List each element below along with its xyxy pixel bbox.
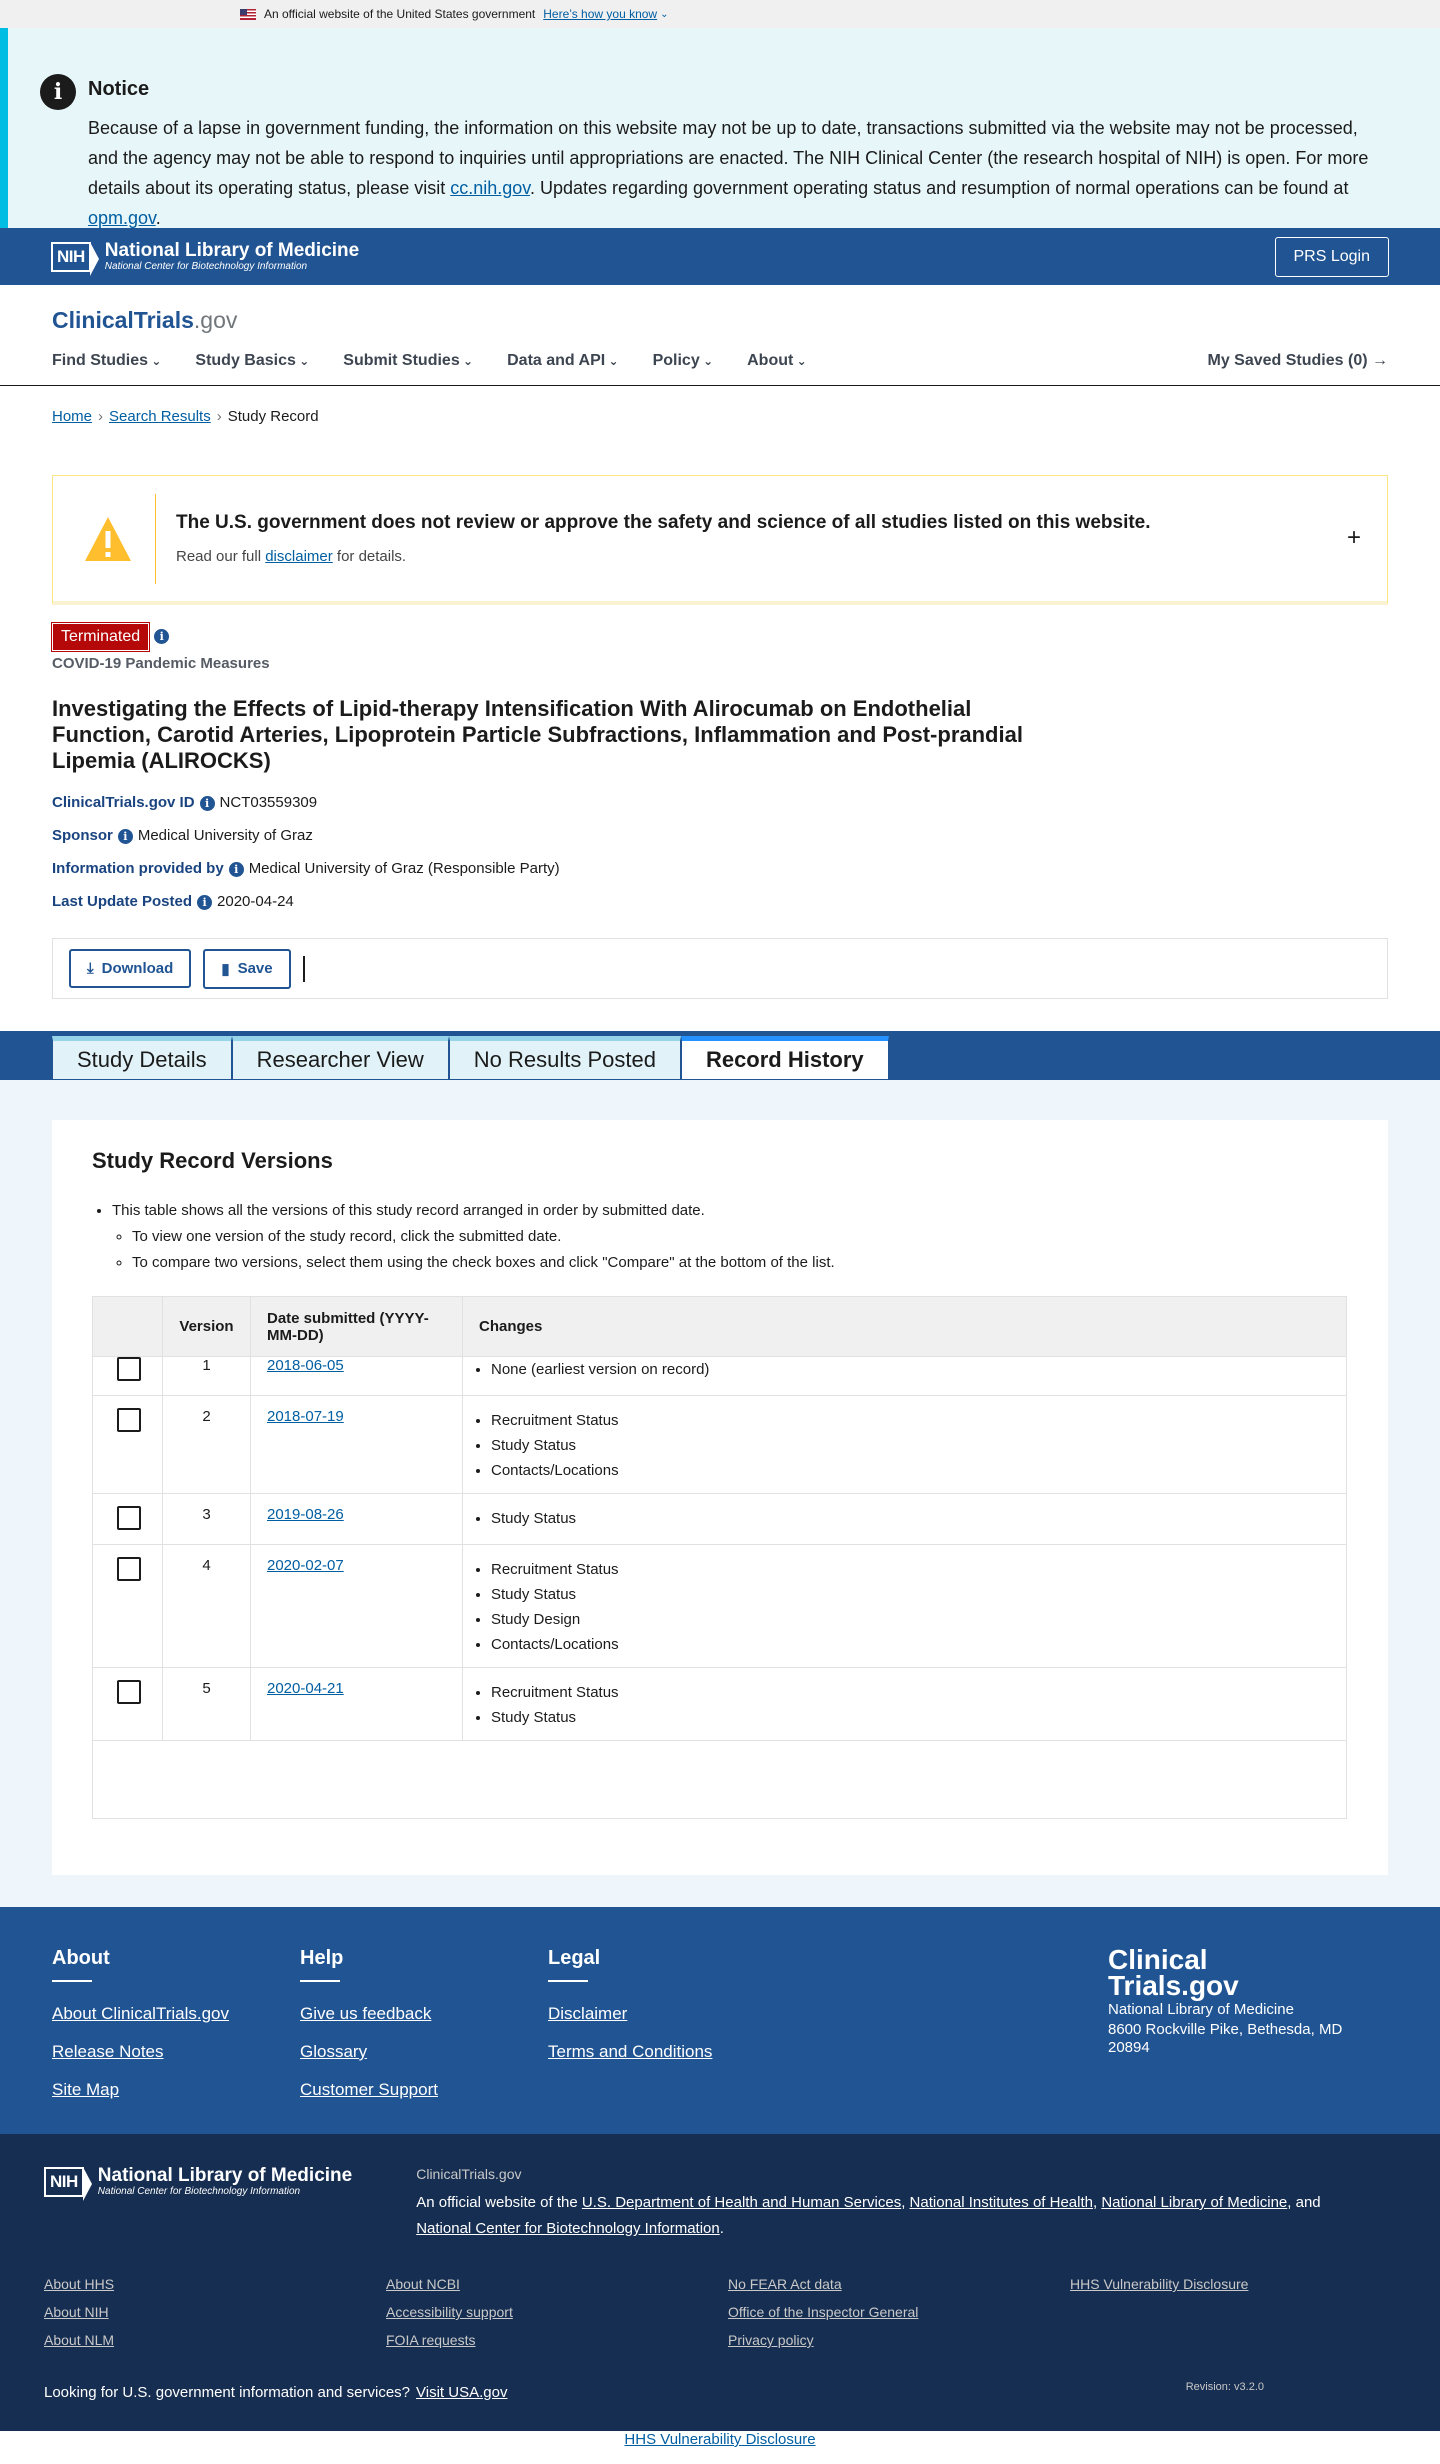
id-label: ClinicalTrials.gov ID xyxy=(52,794,195,811)
footer-link[interactable]: About NIH xyxy=(44,2304,109,2320)
versions-instructions: • This table shows all the versions of this study record arranged in order by submitted date. ◦ To view one version of the study record, click the submitted date. ◦ To compare two versions, select them using the check boxes and click "Compare" at the bottom of the list. xyxy=(112,1198,1348,1276)
versions-title: Study Record Versions xyxy=(92,1148,333,1173)
info-icon[interactable]: i xyxy=(229,862,244,877)
notice-body: Because of a lapse in government funding, the information on this website may not be up to date, transactions submitted via the website may not be processed, and the agency may not be able to respond to inquiries until appropriations are enacted. The NIH Clinical Center (the research hospital of NIH) is open. For more details about its operating status, please visit cc.nih.gov. Updates regarding government operating status and resumption of normal operations can be found at opm.gov. xyxy=(88,118,1369,228)
version-date-link[interactable]: 2020-04-21 xyxy=(267,1680,344,1697)
changes-list: • Recruitment Status • Study Status • Study Design • Contacts/Locations xyxy=(491,1557,1330,1657)
info-icon[interactable]: i xyxy=(200,796,215,811)
hhs-vulnerability-link[interactable]: HHS Vulnerability Disclosure xyxy=(624,2431,816,2448)
info-provided-label: Information provided by xyxy=(52,860,224,877)
footer-link[interactable]: About HHS xyxy=(44,2276,115,2292)
disclaimer-link[interactable]: disclaimer xyxy=(265,548,333,565)
site-header xyxy=(0,285,1440,386)
version-date-link[interactable]: 2019-08-26 xyxy=(267,1506,344,1523)
study-meta xyxy=(52,794,1388,910)
footer-link[interactable]: Disclaimer xyxy=(548,2004,628,2023)
last-update-value: 2020-04-24 xyxy=(217,893,294,910)
nav-study-basics[interactable]: Study Basics ⌄ xyxy=(195,352,309,370)
us-flag-icon xyxy=(240,9,256,20)
nih-link[interactable]: National Institutes of Health xyxy=(909,2194,1093,2211)
breadcrumb-home[interactable]: Home xyxy=(52,408,93,425)
opm-link[interactable]: opm.gov xyxy=(88,208,156,228)
bookmark-icon: ▮ xyxy=(221,960,230,978)
version-date-link[interactable]: 2018-07-19 xyxy=(267,1408,344,1425)
version-number: 4 xyxy=(163,1545,251,1668)
official-website-text: An official website of the U.S. Department of Health and Human Services, National Institutes of Health, National Library of Medicine, and National Center for Biotechnology Information. xyxy=(416,2194,1321,2237)
sponsor-label: Sponsor xyxy=(52,827,113,844)
col-date: Date submitted (YYYY-MM-DD) xyxy=(251,1297,463,1357)
download-icon: ⤓ xyxy=(87,960,94,977)
nih-logo-mark: NIH xyxy=(51,242,91,272)
prs-login-button[interactable]: PRS Login xyxy=(1275,237,1390,277)
funding-notice xyxy=(0,28,1440,228)
cc-nih-link[interactable]: cc.nih.gov xyxy=(450,178,530,198)
breadcrumb-separator-icon: › xyxy=(98,408,104,425)
gov-banner-text: An official website of the United States government xyxy=(264,7,536,21)
footer-link[interactable]: Site Map xyxy=(52,2080,120,2099)
breadcrumb-separator-icon: › xyxy=(216,408,222,425)
breadcrumb-search-results[interactable]: Search Results xyxy=(109,408,211,425)
tab-no-results-posted[interactable]: No Results Posted xyxy=(449,1036,681,1080)
tab-study-details[interactable]: Study Details xyxy=(52,1036,232,1080)
footer-address: Clinical Trials.gov National Library of Medicine 8600 Rockville Pike, Bethesda, MD 20894 xyxy=(1108,1947,1388,2112)
footer-link[interactable]: About NLM xyxy=(44,2332,115,2348)
last-update-label: Last Update Posted xyxy=(52,893,193,910)
warning-icon xyxy=(83,514,133,564)
nlm-subtitle: National Center for Biotechnology Information xyxy=(104,261,308,272)
changes-list: • None (earliest version on record) xyxy=(491,1357,1330,1382)
disclaimer-alert xyxy=(52,475,1388,605)
nlm-logo[interactable] xyxy=(51,241,359,272)
footer-help: Help Give us feedback Glossary Customer Support xyxy=(300,1947,548,2112)
record-history-section xyxy=(0,1080,1440,1907)
changes-list: • Study Status xyxy=(491,1506,1330,1531)
footer-link[interactable]: About NCBI xyxy=(386,2276,460,2292)
footer-link[interactable]: Release Notes xyxy=(52,2042,164,2061)
main-nav xyxy=(52,352,1388,370)
nlm-header xyxy=(0,228,1440,285)
footer-link[interactable]: Give us feedback xyxy=(300,2004,432,2023)
revision-label: Revision: v3.2.0 xyxy=(1185,2381,1264,2393)
hhs-link[interactable]: U.S. Department of Health and Human Services xyxy=(581,2194,902,2211)
changes-list: • Recruitment Status • Study Status xyxy=(491,1680,1330,1730)
col-changes: Changes xyxy=(463,1297,1347,1357)
nlm-title: National Library of Medicine xyxy=(104,240,360,261)
versions-table xyxy=(92,1296,1347,1819)
footer-link[interactable]: FOIA requests xyxy=(386,2332,476,2348)
compare-checkbox[interactable] xyxy=(117,1557,141,1581)
compare-checkbox[interactable] xyxy=(117,1506,141,1530)
footer-link[interactable]: Glossary xyxy=(300,2042,368,2061)
footer-about: About About ClinicalTrials.gov Release Notes Site Map xyxy=(52,1947,300,2112)
versions-card xyxy=(52,1120,1388,1875)
breadcrumb xyxy=(0,386,1440,447)
nav-about[interactable]: About ⌄ xyxy=(747,352,807,370)
info-icon[interactable]: i xyxy=(154,629,169,644)
clinicaltrials-logo[interactable]: ClinicalTrials.gov xyxy=(52,307,238,333)
table-row xyxy=(93,1545,1347,1668)
nav-find-studies[interactable]: Find Studies ⌄ xyxy=(52,352,161,370)
footer-link[interactable]: HHS Vulnerability Disclosure xyxy=(1070,2276,1249,2292)
compare-checkbox[interactable] xyxy=(117,1408,141,1432)
status-badge: Terminated xyxy=(52,623,149,651)
footer-link[interactable]: No FEAR Act data xyxy=(728,2276,842,2292)
nlm-footer-logo[interactable]: NIH National Library of Medicine National Center for Biotechnology Information xyxy=(44,2166,352,2197)
study-header xyxy=(0,605,1440,910)
table-row xyxy=(93,1494,1347,1545)
compare-checkbox[interactable] xyxy=(117,1680,141,1704)
col-version: Version xyxy=(163,1297,251,1357)
table-row xyxy=(93,1357,1347,1396)
footer-link[interactable]: Privacy policy xyxy=(728,2332,814,2348)
table-row xyxy=(93,1396,1347,1494)
action-bar xyxy=(52,938,1388,999)
disclaimer-text: Read our full disclaimer for details. xyxy=(176,548,407,565)
version-number: 3 xyxy=(163,1494,251,1545)
notice-title: Notice xyxy=(88,78,150,100)
nav-policy[interactable]: Policy ⌄ xyxy=(653,352,714,370)
footer-link[interactable]: Accessibility support xyxy=(386,2304,513,2320)
footer-link[interactable]: Terms and Conditions xyxy=(548,2042,713,2061)
info-icon: i xyxy=(40,74,76,110)
compare-checkbox[interactable] xyxy=(117,1357,141,1381)
tab-researcher-view[interactable]: Researcher View xyxy=(232,1036,449,1080)
version-date-link[interactable]: 2020-02-07 xyxy=(267,1557,344,1574)
version-number: 2 xyxy=(163,1396,251,1494)
footer-logo[interactable]: Clinical Trials.gov xyxy=(1108,1944,1239,2001)
table-row xyxy=(93,1668,1347,1741)
footer-link[interactable]: About ClinicalTrials.gov xyxy=(52,2004,229,2023)
footer-main xyxy=(0,1907,1440,2134)
version-number: 5 xyxy=(163,1668,251,1741)
nav-data-and-api[interactable]: Data and API ⌄ xyxy=(507,352,618,370)
tabs-bar xyxy=(0,1031,1440,1080)
footer-link[interactable]: Office of the Inspector General xyxy=(728,2304,919,2320)
study-title: Investigating the Effects of Lipid-therapy Intensification With Alirocumab on Endothelial Function, Carotid Arteries, Lipoprotein Particle Subfractions, Inflammation and Post-prandial Lipemia (ALIROCKS) xyxy=(52,696,1023,773)
covid-label: COVID-19 Pandemic Measures xyxy=(52,655,270,672)
tab-record-history[interactable]: Record History xyxy=(681,1036,889,1080)
expand-plus-icon[interactable]: + xyxy=(1346,524,1361,551)
gov-banner xyxy=(0,0,1440,28)
sponsor-value: Medical University of Graz xyxy=(137,827,313,844)
save-button[interactable]: ▮ Save xyxy=(203,949,290,989)
info-icon[interactable]: i xyxy=(118,829,133,844)
version-number: 1 xyxy=(163,1357,251,1396)
changes-list: • Recruitment Status • Study Status • Contacts/Locations xyxy=(491,1408,1330,1483)
footer-links-grid xyxy=(44,2276,1396,2348)
usa-gov-text: Looking for U.S. government information and services? Visit USA.gov xyxy=(44,2384,508,2401)
breadcrumb-current: Study Record xyxy=(227,408,319,425)
heres-how-you-know-link[interactable]: Here’s how you know xyxy=(543,7,658,21)
chevron-down-icon: ⌄ xyxy=(660,8,669,20)
study-id: NCT03559309 xyxy=(219,794,318,811)
footer-link[interactable]: Customer Support xyxy=(300,2080,438,2099)
info-provided-value: Medical University of Graz (Responsible Party) xyxy=(248,860,560,877)
nlm-link[interactable]: National Library of Medicine xyxy=(1101,2194,1288,2211)
my-saved-studies-link[interactable]: My Saved Studies (0) → xyxy=(1207,352,1388,369)
usa-gov-link[interactable]: Visit USA.gov xyxy=(416,2384,508,2401)
download-button[interactable]: ⤓ Download xyxy=(69,949,191,988)
info-icon[interactable]: i xyxy=(197,895,212,910)
ncbi-link[interactable]: National Center for Biotechnology Information xyxy=(416,2220,720,2237)
footer-nlm: NIH National Library of Medicine National Center for Biotechnology Information ClinicalTrials.gov An official website of the U.S. Department of Health and Human Services, National Institutes of Health, National Library of Medicine, and National Center for Biotechnology Information. About HHS About NCBI No FEAR Act data HHS Vulnerability Disclosure About NIH Accessibility support Office of the Inspector General About NLM FOIA requests Privacy policy Looking for U.S. government information and services? Visit USA.gov Revision: v3.2.0 xyxy=(0,2134,1440,2431)
footer-legal: Legal Disclaimer Terms and Conditions xyxy=(548,1947,796,2112)
version-date-link[interactable]: 2018-06-05 xyxy=(267,1357,344,1374)
nav-submit-studies[interactable]: Submit Studies ⌄ xyxy=(343,352,473,370)
disclaimer-title: The U.S. government does not review or approve the safety and science of all studies listed on this website. xyxy=(176,512,1151,533)
